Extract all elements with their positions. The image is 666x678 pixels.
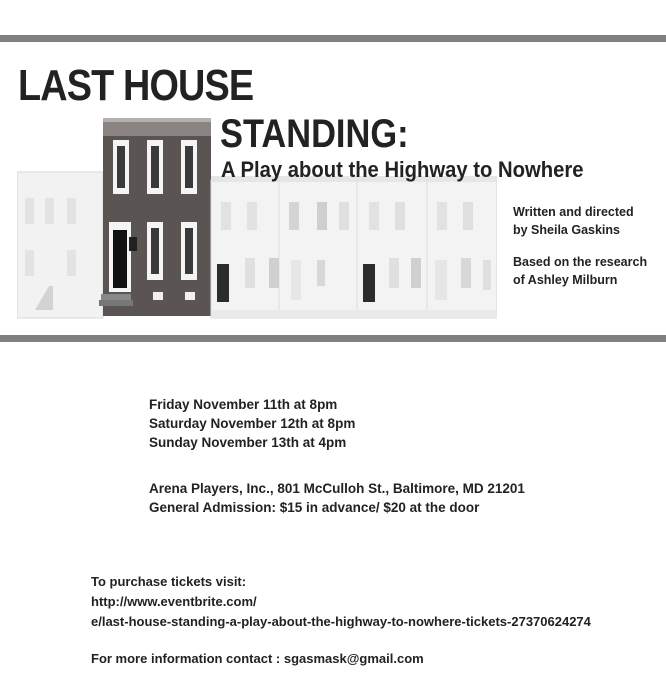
- faded-houses-left: [17, 172, 103, 318]
- admission-prices: General Admission: $15 in advance/ $20 at the door: [149, 500, 480, 515]
- credit-director-name: by Sheila Gaskins: [513, 223, 620, 237]
- last-house: [99, 118, 211, 316]
- event-info: [149, 395, 525, 517]
- ticket-url-line1[interactable]: http://www.eventbrite.com/: [91, 594, 257, 609]
- top-divider: [0, 35, 666, 42]
- play-title-line1: LAST HOUSE: [18, 61, 254, 110]
- faded-houses-right: [211, 176, 497, 318]
- play-title-line2: STANDING:: [220, 112, 409, 156]
- credit-researcher-name: of Ashley Milburn: [513, 273, 618, 287]
- venue-address: Arena Players, Inc., 801 McCulloh St., Baltimore, MD 21201: [149, 481, 525, 496]
- showtime-friday: Friday November 11th at 8pm: [149, 397, 338, 412]
- ticket-url-line2[interactable]: e/last-house-standing-a-play-about-the-highway-to-nowhere-tickets-27370624274: [91, 614, 591, 629]
- showtime-sunday: Sunday November 13th at 4pm: [149, 435, 347, 450]
- bottom-divider: [0, 335, 666, 342]
- credit-written-directed-label: Written and directed: [513, 205, 634, 219]
- credits: [513, 203, 647, 303]
- tickets-label: To purchase tickets visit:: [91, 574, 247, 589]
- play-subtitle: A Play about the Highway to Nowhere: [221, 157, 584, 182]
- showtime-saturday: Saturday November 12th at 8pm: [149, 416, 356, 431]
- credit-research-label: Based on the research: [513, 255, 648, 269]
- ticket-info: [91, 572, 591, 669]
- contact-email[interactable]: For more information contact : sgasmask@gmail.com: [91, 651, 424, 666]
